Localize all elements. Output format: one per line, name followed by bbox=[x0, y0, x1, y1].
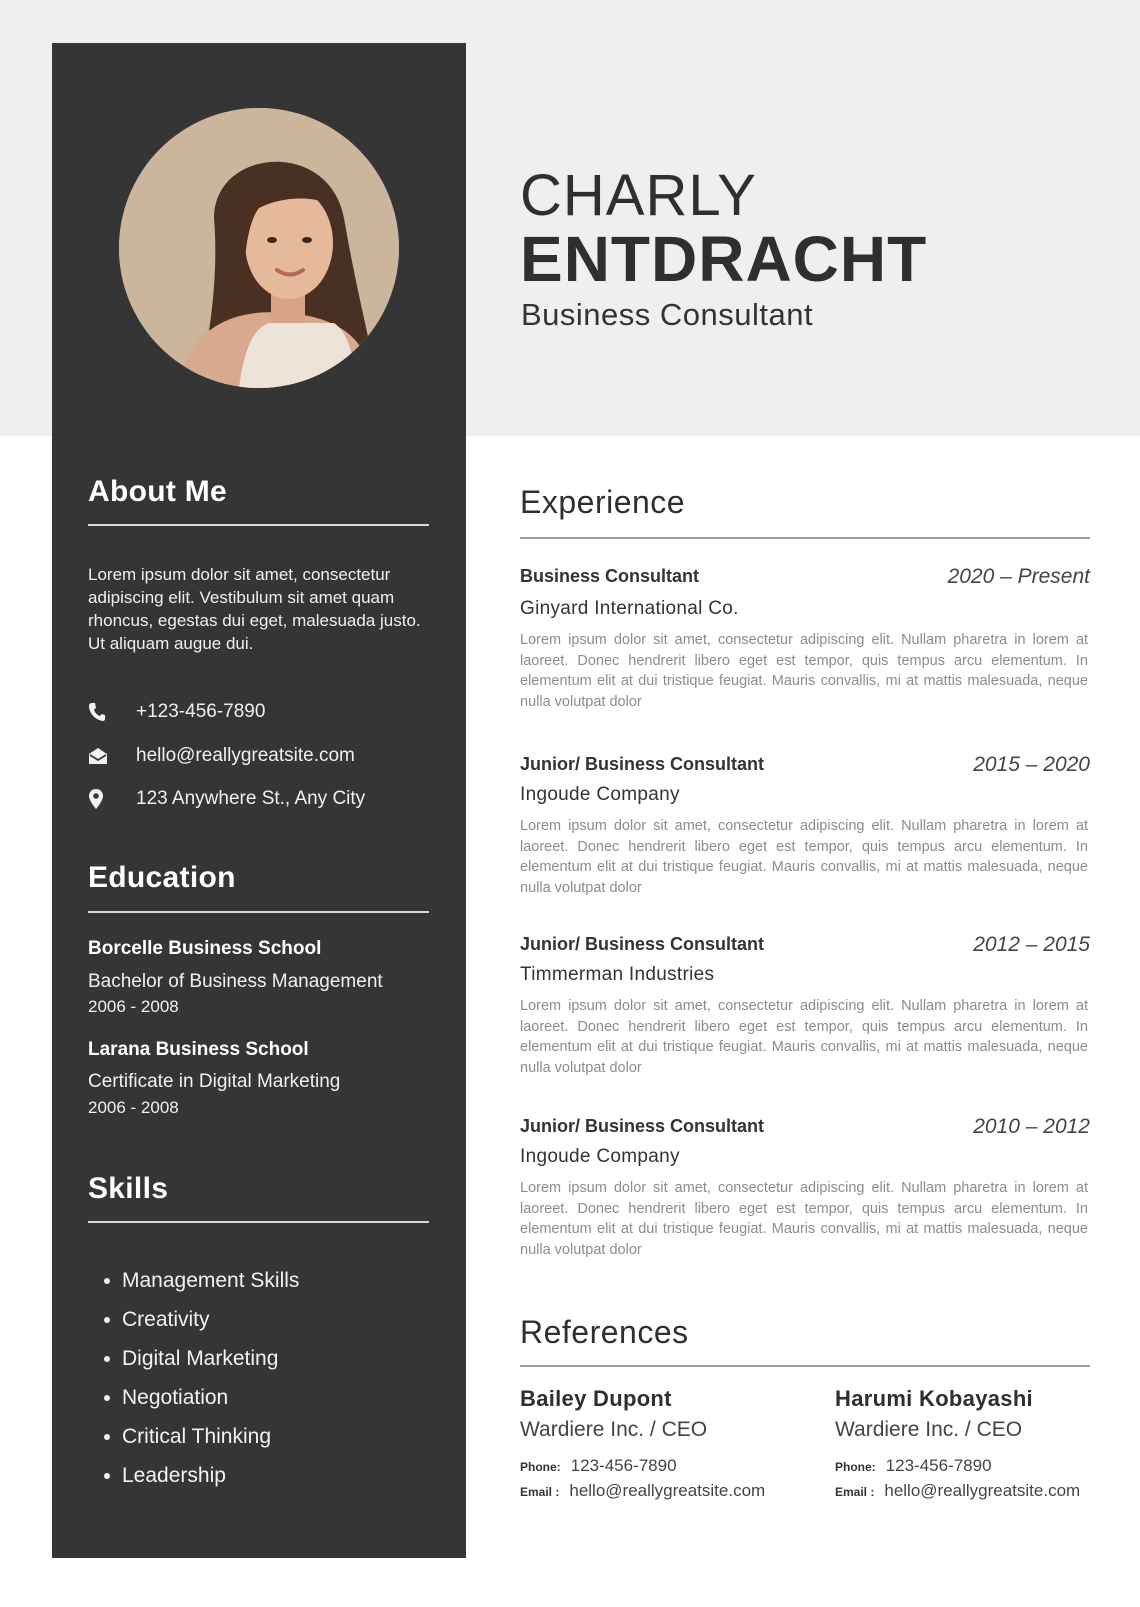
skill-item bbox=[88, 1456, 299, 1495]
reference-phone-2 bbox=[835, 1456, 992, 1476]
reference-email-value: hello@reallygreatsite.com bbox=[884, 1481, 1081, 1500]
experience-company-1: Ginyard International Co. bbox=[520, 598, 739, 619]
bullet bbox=[104, 1395, 110, 1401]
contact-phone-text: +123-456-7890 bbox=[136, 701, 266, 722]
skill-item bbox=[88, 1417, 299, 1456]
reference-org-1: Wardiere Inc. / CEO bbox=[520, 1418, 708, 1441]
education-degree-2: Certificate in Digital Marketing bbox=[88, 1071, 341, 1092]
experience-period-1: 2020 – Present bbox=[947, 565, 1090, 588]
map-pin-icon bbox=[88, 788, 136, 810]
reference-name-2: Harumi Kobayashi bbox=[835, 1386, 1033, 1411]
first-name: CHARLY bbox=[520, 163, 757, 228]
skill-item bbox=[88, 1300, 299, 1339]
experience-role-3: Junior/ Business Consultant bbox=[520, 934, 765, 954]
education-years-2: 2006 - 2008 bbox=[88, 1098, 179, 1117]
bullet bbox=[104, 1473, 110, 1479]
skill-label: Digital Marketing bbox=[122, 1346, 279, 1370]
reference-email-2 bbox=[835, 1481, 1080, 1501]
skill-label: Critical Thinking bbox=[122, 1424, 271, 1448]
experience-period-3: 2012 – 2015 bbox=[973, 933, 1090, 956]
experience-period-2: 2015 – 2020 bbox=[973, 753, 1090, 776]
reference-org-2: Wardiere Inc. / CEO bbox=[835, 1418, 1023, 1441]
sidebar bbox=[52, 43, 466, 1558]
experience-company-3: Timmerman Industries bbox=[520, 964, 715, 985]
contact-address-text: 123 Anywhere St., Any City bbox=[136, 788, 366, 809]
phone-label: Phone: bbox=[835, 1460, 876, 1474]
education-years-1: 2006 - 2008 bbox=[88, 997, 179, 1016]
contact-address bbox=[88, 784, 428, 814]
reference-email-1 bbox=[520, 1481, 765, 1501]
experience-description-1: Lorem ipsum dolor sit amet, consectetur adipiscing elit. Nullam pharetra in lorem at laoreet. Donec hendrerit libero eget est tempor, quis tempus arcu elementum. In elementum elit at dui tristique feugiat. Mauris convallis, mi at mattis malesuada, neque nulla volutpat dolor bbox=[520, 632, 1088, 710]
education-divider bbox=[88, 911, 429, 913]
experience-period-4: 2010 – 2012 bbox=[973, 1115, 1090, 1138]
experience-heading: Experience bbox=[520, 484, 686, 520]
experience-company-4: Ingoude Company bbox=[520, 1146, 680, 1167]
experience-description-2: Lorem ipsum dolor sit amet, consectetur adipiscing elit. Nullam pharetra in lorem at laoreet. Donec hendrerit libero eget est tempor, quis tempus arcu elementum. In elementum elit at dui tristique feugiat. Mauris convallis, mi at mattis malesuada, neque nulla volutpat dolor bbox=[520, 818, 1088, 896]
skill-item bbox=[88, 1261, 299, 1300]
envelope-icon bbox=[88, 747, 136, 765]
skills-list bbox=[88, 1261, 299, 1495]
education-degree-1: Bachelor of Business Management bbox=[88, 971, 383, 992]
bullet bbox=[104, 1434, 110, 1440]
skill-item bbox=[88, 1339, 299, 1378]
about-divider bbox=[88, 524, 429, 526]
contact-email-text: hello@reallygreatsite.com bbox=[136, 745, 355, 766]
email-label: Email : bbox=[520, 1485, 560, 1499]
experience-divider bbox=[520, 537, 1090, 539]
skill-item bbox=[88, 1378, 299, 1417]
about-text: Lorem ipsum dolor sit amet, consectetur adipiscing elit. Vestibulum sit amet quam rhoncus, egestas dui eget, malesuada justo. Ut aliquam augue dui. bbox=[88, 565, 421, 653]
contact-email bbox=[88, 741, 428, 771]
experience-role-1: Business Consultant bbox=[520, 566, 700, 586]
skill-label: Management Skills bbox=[122, 1268, 300, 1292]
skills-heading: Skills bbox=[88, 1172, 169, 1205]
experience-company-2: Ingoude Company bbox=[520, 784, 680, 805]
references-heading: References bbox=[520, 1314, 689, 1350]
references-divider bbox=[520, 1365, 1090, 1367]
skills-divider bbox=[88, 1221, 429, 1223]
skill-label: Creativity bbox=[122, 1307, 210, 1331]
reference-email-value: hello@reallygreatsite.com bbox=[569, 1481, 766, 1500]
experience-role-4: Junior/ Business Consultant bbox=[520, 1116, 765, 1136]
email-label: Email : bbox=[835, 1485, 875, 1499]
skill-label: Negotiation bbox=[122, 1385, 229, 1409]
job-title: Business Consultant bbox=[521, 297, 814, 332]
phone-label: Phone: bbox=[520, 1460, 561, 1474]
reference-phone-1 bbox=[520, 1456, 677, 1476]
experience-description-3: Lorem ipsum dolor sit amet, consectetur adipiscing elit. Nullam pharetra in lorem at laoreet. Donec hendrerit libero eget est tempor, quis tempus arcu elementum. In elementum elit at dui tristique feugiat. Mauris convallis, mi at mattis malesuada, neque nulla volutpat dolor bbox=[520, 998, 1088, 1076]
portrait-illustration bbox=[119, 108, 399, 388]
skill-label: Leadership bbox=[122, 1463, 226, 1487]
education-school-1: Borcelle Business School bbox=[88, 938, 322, 959]
reference-phone-value: 123-456-7890 bbox=[885, 1456, 992, 1475]
reference-phone-value: 123-456-7890 bbox=[570, 1456, 677, 1475]
experience-description-4: Lorem ipsum dolor sit amet, consectetur adipiscing elit. Nullam pharetra in lorem at laoreet. Donec hendrerit libero eget est tempor, quis tempus arcu elementum. In elementum elit at dui tristique feugiat. Mauris convallis, mi at mattis malesuada, neque nulla volutpat dolor bbox=[520, 1180, 1088, 1258]
reference-name-1: Bailey Dupont bbox=[520, 1386, 672, 1411]
contact-phone bbox=[88, 697, 428, 727]
education-school-2: Larana Business School bbox=[88, 1039, 309, 1060]
bullet bbox=[104, 1317, 110, 1323]
experience-role-2: Junior/ Business Consultant bbox=[520, 754, 765, 774]
last-name: ENTDRACHT bbox=[520, 223, 928, 295]
profile-photo bbox=[119, 108, 399, 388]
bullet bbox=[104, 1356, 110, 1362]
bullet bbox=[104, 1278, 110, 1284]
education-heading: Education bbox=[88, 861, 236, 894]
phone-icon bbox=[88, 702, 136, 722]
about-heading: About Me bbox=[88, 475, 228, 508]
